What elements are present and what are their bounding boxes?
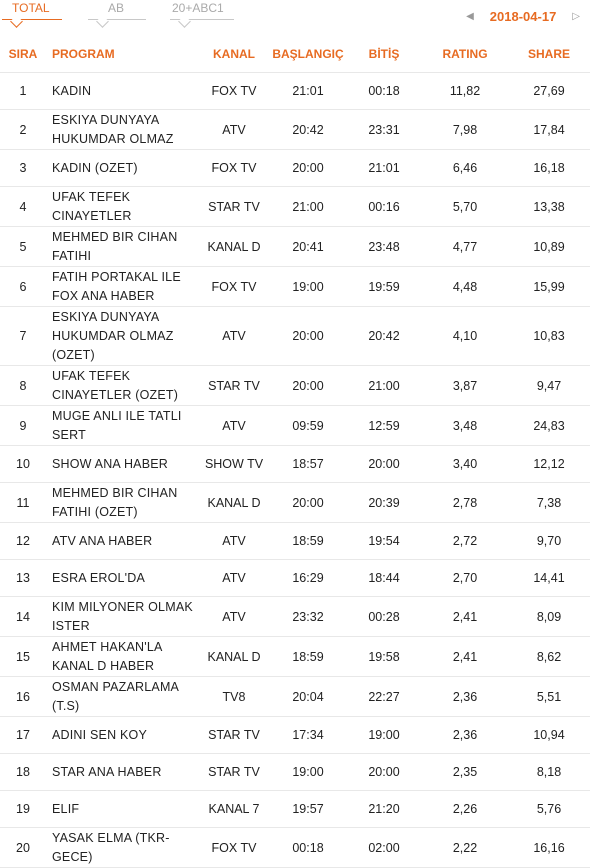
cell-rating: 2,41 <box>422 597 508 637</box>
table-row[interactable] <box>0 560 590 597</box>
cell-sira: 20 <box>0 828 46 868</box>
cell-baslangic: 21:00 <box>270 187 346 227</box>
cell-share: 16,16 <box>508 828 590 868</box>
cell-rating: 4,10 <box>422 307 508 366</box>
cell-share: 5,76 <box>508 791 590 828</box>
cell-sira: 4 <box>0 187 46 227</box>
program-name-line: UFAK TEFEK <box>52 368 131 383</box>
cell-rating: 2,70 <box>422 560 508 597</box>
cell-bitis: 19:54 <box>346 523 422 560</box>
cell-share: 8,09 <box>508 597 590 637</box>
table-row[interactable] <box>0 267 590 307</box>
cell-baslangic: 16:29 <box>270 560 346 597</box>
cell-baslangic: 21:01 <box>270 73 346 110</box>
cell-share: 15,99 <box>508 267 590 307</box>
cell-kanal: STAR TV <box>198 187 270 227</box>
program-name-line: SERT <box>52 427 86 442</box>
program-name-line: (OZET) <box>52 347 95 362</box>
cell-baslangic: 20:00 <box>270 483 346 523</box>
cell-program <box>46 677 198 717</box>
cell-kanal: SHOW TV <box>198 446 270 483</box>
cell-kanal: FOX TV <box>198 150 270 187</box>
table-row[interactable] <box>0 187 590 227</box>
cell-share: 13,38 <box>508 187 590 227</box>
cell-kanal: STAR TV <box>198 754 270 791</box>
table-header-row <box>0 36 590 73</box>
cell-rating: 7,98 <box>422 110 508 150</box>
cell-rating: 4,77 <box>422 227 508 267</box>
cell-program <box>46 791 198 828</box>
cell-kanal: FOX TV <box>198 73 270 110</box>
cell-program <box>46 150 198 187</box>
cell-bitis: 19:59 <box>346 267 422 307</box>
program-name-line: KADIN (OZET) <box>52 160 138 175</box>
cell-rating: 2,78 <box>422 483 508 523</box>
cell-program <box>46 406 198 446</box>
program-name-line: FATIHI (OZET) <box>52 504 138 519</box>
cell-sira: 19 <box>0 791 46 828</box>
cell-rating: 2,36 <box>422 677 508 717</box>
cell-program <box>46 187 198 227</box>
cell-bitis: 20:42 <box>346 307 422 366</box>
cell-bitis: 02:00 <box>346 828 422 868</box>
cell-sira: 11 <box>0 483 46 523</box>
cell-rating: 5,70 <box>422 187 508 227</box>
cell-rating: 4,48 <box>422 267 508 307</box>
table-row[interactable] <box>0 227 590 267</box>
program-name-line: AHMET HAKAN'LA <box>52 639 163 654</box>
cell-baslangic: 23:32 <box>270 597 346 637</box>
cell-sira: 7 <box>0 307 46 366</box>
program-name-line: MEHMED BIR CIHAN <box>52 229 178 244</box>
cell-program <box>46 523 198 560</box>
cell-kanal: KANAL D <box>198 637 270 677</box>
triangle-left-icon[interactable]: ◀ <box>466 11 474 22</box>
cell-rating: 2,41 <box>422 637 508 677</box>
cell-program <box>46 483 198 523</box>
cell-share: 27,69 <box>508 73 590 110</box>
cell-baslangic: 20:04 <box>270 677 346 717</box>
cell-rating: 6,46 <box>422 150 508 187</box>
tab-notch-icon <box>178 15 191 28</box>
cell-program <box>46 110 198 150</box>
cell-baslangic: 18:57 <box>270 446 346 483</box>
cell-rating: 11,82 <box>422 73 508 110</box>
col-header-rating[interactable]: RATING <box>442 47 488 61</box>
table-row[interactable] <box>0 446 590 483</box>
cell-bitis: 00:16 <box>346 187 422 227</box>
cell-baslangic: 09:59 <box>270 406 346 446</box>
cell-bitis: 22:27 <box>346 677 422 717</box>
cell-share: 12,12 <box>508 446 590 483</box>
cell-bitis: 20:00 <box>346 446 422 483</box>
cell-baslangic: 18:59 <box>270 523 346 560</box>
cell-sira: 13 <box>0 560 46 597</box>
cell-bitis: 20:00 <box>346 754 422 791</box>
program-name-line: KANAL D HABER <box>52 658 155 673</box>
col-header-bitis[interactable]: BİTİŞ <box>368 47 400 61</box>
cell-kanal: KANAL D <box>198 483 270 523</box>
cell-bitis: 21:20 <box>346 791 422 828</box>
cell-rating: 3,40 <box>422 446 508 483</box>
program-name-line: KIM MILYONER OLMAK <box>52 599 193 614</box>
table-row[interactable] <box>0 483 590 523</box>
cell-program <box>46 307 198 366</box>
program-name-line: MEHMED BIR CIHAN <box>52 485 178 500</box>
cell-baslangic: 20:41 <box>270 227 346 267</box>
cell-sira: 8 <box>0 366 46 406</box>
tab-total-label: TOTAL <box>12 1 50 15</box>
col-header-kanal[interactable]: KANAL <box>213 47 255 61</box>
cell-rating: 2,22 <box>422 828 508 868</box>
ratings-table <box>0 36 590 868</box>
cell-bitis: 19:00 <box>346 717 422 754</box>
cell-sira: 14 <box>0 597 46 637</box>
cell-sira: 17 <box>0 717 46 754</box>
cell-program <box>46 637 198 677</box>
cell-share: 10,89 <box>508 227 590 267</box>
cell-share: 8,18 <box>508 754 590 791</box>
cell-baslangic: 20:00 <box>270 307 346 366</box>
table-row[interactable] <box>0 307 590 366</box>
cell-kanal: STAR TV <box>198 366 270 406</box>
col-header-share[interactable]: SHARE <box>527 47 570 61</box>
cell-kanal: STAR TV <box>198 717 270 754</box>
program-name-line: OSMAN PAZARLAMA <box>52 679 180 694</box>
cell-share: 16,18 <box>508 150 590 187</box>
cell-baslangic: 20:42 <box>270 110 346 150</box>
cell-program <box>46 227 198 267</box>
cell-rating: 2,35 <box>422 754 508 791</box>
cell-kanal: ATV <box>198 307 270 366</box>
cell-share: 7,38 <box>508 483 590 523</box>
tab-20-abc1-label: 20+ABC1 <box>172 1 224 15</box>
col-header-sira[interactable]: SIRA <box>8 47 38 61</box>
cell-program <box>46 267 198 307</box>
cell-sira: 1 <box>0 73 46 110</box>
cell-sira: 3 <box>0 150 46 187</box>
table-row[interactable] <box>0 150 590 187</box>
cell-bitis: 18:44 <box>346 560 422 597</box>
cell-baslangic: 19:00 <box>270 267 346 307</box>
cell-kanal: FOX TV <box>198 828 270 868</box>
table-row[interactable] <box>0 73 590 110</box>
program-name-line: STAR ANA HABER <box>52 764 162 779</box>
program-name-line: ELIF <box>52 801 80 816</box>
cell-baslangic: 00:18 <box>270 828 346 868</box>
cell-sira: 2 <box>0 110 46 150</box>
program-name-line: CINAYETLER (OZET) <box>52 387 179 402</box>
cell-rating: 3,48 <box>422 406 508 446</box>
tab-20-abc1[interactable] <box>170 3 234 25</box>
cell-bitis: 21:01 <box>346 150 422 187</box>
table-row[interactable] <box>0 406 590 446</box>
cell-program <box>46 597 198 637</box>
cell-baslangic: 19:57 <box>270 791 346 828</box>
cell-share: 14,41 <box>508 560 590 597</box>
program-name-line: ESKIYA DUNYAYA <box>52 112 160 127</box>
program-name-line: UFAK TEFEK <box>52 189 131 204</box>
tab-total[interactable] <box>2 3 62 25</box>
program-name-line: ADINI SEN KOY <box>52 727 147 742</box>
cell-share: 9,70 <box>508 523 590 560</box>
table-row[interactable] <box>0 717 590 754</box>
triangle-right-icon[interactable]: ▷ <box>572 11 580 22</box>
cell-kanal: KANAL D <box>198 227 270 267</box>
program-name-line: (T.S) <box>52 698 80 713</box>
cell-kanal: FOX TV <box>198 267 270 307</box>
cell-bitis: 12:59 <box>346 406 422 446</box>
table-row[interactable] <box>0 110 590 150</box>
selected-date: 2018-04-17 <box>489 9 557 24</box>
cell-sira: 18 <box>0 754 46 791</box>
program-name-line: ESKIYA DUNYAYA <box>52 309 160 324</box>
table-row[interactable] <box>0 828 590 868</box>
cell-kanal: TV8 <box>198 677 270 717</box>
cell-sira: 5 <box>0 227 46 267</box>
cell-baslangic: 18:59 <box>270 637 346 677</box>
cell-sira: 9 <box>0 406 46 446</box>
cell-program <box>46 828 198 868</box>
cell-rating: 2,72 <box>422 523 508 560</box>
cell-share: 10,94 <box>508 717 590 754</box>
cell-bitis: 20:39 <box>346 483 422 523</box>
table-row[interactable] <box>0 677 590 717</box>
cell-share: 10,83 <box>508 307 590 366</box>
cell-bitis: 00:18 <box>346 73 422 110</box>
cell-sira: 6 <box>0 267 46 307</box>
tab-ab[interactable] <box>88 3 146 25</box>
col-header-program[interactable]: PROGRAM <box>52 47 115 61</box>
table-row[interactable] <box>0 597 590 637</box>
program-name-line: ATV ANA HABER <box>52 533 153 548</box>
cell-program <box>46 560 198 597</box>
period-tabs <box>0 0 590 36</box>
cell-share: 9,47 <box>508 366 590 406</box>
program-name-line: MUGE ANLI ILE TATLI <box>52 408 182 423</box>
cell-program <box>46 73 198 110</box>
program-name-line: ISTER <box>52 618 90 633</box>
cell-baslangic: 19:00 <box>270 754 346 791</box>
cell-sira: 16 <box>0 677 46 717</box>
program-name-line: FATIHI <box>52 248 92 263</box>
cell-kanal: KANAL 7 <box>198 791 270 828</box>
col-header-baslangic[interactable]: BAŞLANGIÇ <box>272 47 344 61</box>
cell-baslangic: 17:34 <box>270 717 346 754</box>
program-name-line: FOX ANA HABER <box>52 288 155 303</box>
cell-kanal: ATV <box>198 406 270 446</box>
cell-bitis: 00:28 <box>346 597 422 637</box>
table-row[interactable] <box>0 523 590 560</box>
tab-notch-icon <box>96 15 109 28</box>
cell-rating: 2,26 <box>422 791 508 828</box>
cell-program <box>46 717 198 754</box>
program-name-line: CINAYETLER <box>52 208 132 223</box>
cell-bitis: 23:48 <box>346 227 422 267</box>
cell-program <box>46 446 198 483</box>
cell-baslangic: 20:00 <box>270 150 346 187</box>
cell-kanal: ATV <box>198 523 270 560</box>
cell-share: 8,62 <box>508 637 590 677</box>
cell-kanal: ATV <box>198 597 270 637</box>
cell-share: 24,83 <box>508 406 590 446</box>
cell-bitis: 21:00 <box>346 366 422 406</box>
cell-kanal: ATV <box>198 110 270 150</box>
cell-rating: 2,36 <box>422 717 508 754</box>
cell-share: 17,84 <box>508 110 590 150</box>
cell-bitis: 23:31 <box>346 110 422 150</box>
table-row[interactable] <box>0 637 590 677</box>
program-name-line: FATIH PORTAKAL ILE <box>52 269 181 284</box>
table-row[interactable] <box>0 754 590 791</box>
cell-share: 5,51 <box>508 677 590 717</box>
program-name-line: GECE) <box>52 849 93 864</box>
cell-kanal: ATV <box>198 560 270 597</box>
program-name-line: HUKUMDAR OLMAZ <box>52 328 174 343</box>
table-row[interactable] <box>0 366 590 406</box>
program-name-line: YASAK ELMA (TKR- <box>52 830 170 845</box>
cell-sira: 10 <box>0 446 46 483</box>
tab-notch-icon <box>10 15 23 28</box>
program-name-line: HUKUMDAR OLMAZ <box>52 131 174 146</box>
cell-program <box>46 754 198 791</box>
cell-rating: 3,87 <box>422 366 508 406</box>
date-navigator <box>462 9 584 24</box>
cell-baslangic: 20:00 <box>270 366 346 406</box>
program-name-line: ESRA EROL'DA <box>52 570 146 585</box>
cell-sira: 15 <box>0 637 46 677</box>
cell-sira: 12 <box>0 523 46 560</box>
table-row[interactable] <box>0 791 590 828</box>
cell-program <box>46 366 198 406</box>
tab-ab-label: AB <box>108 1 125 15</box>
cell-bitis: 19:58 <box>346 637 422 677</box>
program-name-line: KADIN <box>52 83 92 98</box>
program-name-line: SHOW ANA HABER <box>52 456 169 471</box>
